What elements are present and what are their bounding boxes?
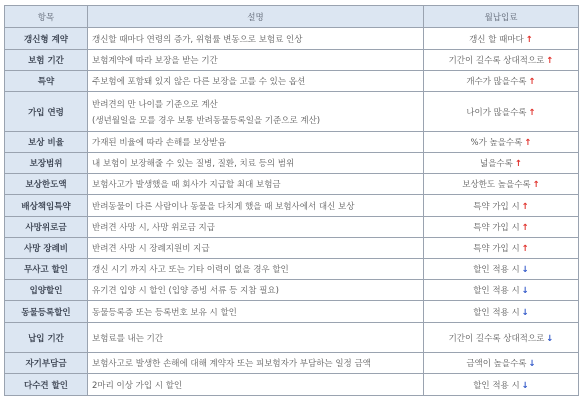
table-body (5, 28, 579, 396)
row-premium-effect: 할인 적용 시 (473, 265, 520, 275)
row-premium-cell (424, 153, 579, 174)
arrow-up-icon: ↑ (521, 223, 529, 233)
row-premium-effect: 기간이 길수록 상대적으로 (448, 56, 545, 66)
pet-insurance-factors-table (4, 5, 579, 396)
row-category: 다수견 할인 (5, 374, 88, 396)
table-row (5, 174, 579, 195)
row-premium-effect: 특약 가입 시 (473, 201, 520, 212)
row-premium-effect: %가 높을수록 (470, 138, 523, 148)
arrow-up-icon: ↑ (525, 34, 533, 45)
row-description: 유기견 입양 시 할인 (입양 증빙 서류 등 지참 필요) (92, 286, 279, 296)
table-row (5, 28, 579, 50)
table-row (5, 50, 579, 71)
row-description-cell (88, 132, 424, 153)
row-category: 무사고 할인 (5, 259, 88, 280)
row-premium-effect: 할인 적용 시 (473, 307, 520, 318)
row-category: 배상책임특약 (5, 195, 88, 217)
header-item: 항목 (5, 6, 88, 28)
arrow-down-icon: ↓ (521, 380, 529, 391)
table-row (5, 301, 579, 323)
row-premium-cell (424, 50, 579, 71)
row-description: 보험료를 내는 기간 (92, 333, 164, 344)
arrow-up-icon: ↑ (546, 56, 554, 66)
row-premium-effect: 금액이 높을수록 (466, 359, 527, 369)
row-premium-cell (424, 71, 579, 92)
row-premium-cell (424, 217, 579, 238)
row-category: 특약 (5, 71, 88, 92)
row-category: 보장범위 (5, 153, 88, 174)
arrow-up-icon: ↑ (524, 138, 532, 148)
row-description-cell (88, 50, 424, 71)
table-row (5, 153, 579, 174)
row-description: 갱신할 때마다 연령의 증가, 위험률 변동으로 보험료 인상 (92, 34, 303, 45)
row-description-cell (88, 238, 424, 259)
row-premium-cell (424, 174, 579, 195)
row-premium-cell (424, 238, 579, 259)
row-description-cell (88, 217, 424, 238)
header-monthly-premium: 월납입료 (424, 6, 579, 28)
row-description: 반려동물이 다른 사람이나 동물을 다치게 했을 때 보험사에서 대신 보상 (92, 201, 355, 212)
arrow-up-icon: ↑ (521, 244, 529, 254)
row-premium-cell (424, 280, 579, 301)
row-category: 보상 비율 (5, 132, 88, 153)
arrow-up-icon: ↑ (532, 180, 540, 190)
table-row (5, 238, 579, 259)
row-description: 보험계약에 따라 보장을 받는 기간 (92, 56, 218, 66)
row-description-cell (88, 323, 424, 353)
row-description: 동물등록증 또는 등록번호 보유 시 할인 (92, 307, 237, 318)
arrow-down-icon: ↓ (521, 307, 529, 318)
row-premium-cell (424, 353, 579, 374)
row-premium-cell (424, 323, 579, 353)
table-row (5, 217, 579, 238)
row-description: 가재된 비율에 따라 손해를 보상받음 (92, 138, 226, 148)
row-category: 갱신형 계약 (5, 28, 88, 50)
row-description-cell (88, 174, 424, 195)
table-row (5, 374, 579, 396)
row-description-cell (88, 92, 424, 132)
table-row (5, 323, 579, 353)
row-description: 갱신 시기 까지 사고 또는 기타 이력이 없을 경우 할인 (92, 265, 289, 275)
row-description: 반려견 사망 시 장례지원비 지급 (92, 244, 210, 254)
row-description: 보험사고로 발생한 손해에 대해 계약자 또는 피보험자가 부담하는 일정 금액 (92, 359, 371, 369)
table-header-row (5, 6, 579, 28)
arrow-down-icon: ↓ (546, 333, 554, 344)
row-description: 2마리 이상 가입 시 할인 (92, 380, 183, 391)
row-description-cell (88, 374, 424, 396)
row-premium-cell (424, 92, 579, 132)
arrow-down-icon: ↓ (521, 265, 529, 275)
row-premium-cell (424, 28, 579, 50)
row-premium-effect: 보상한도 높을수록 (462, 180, 531, 190)
row-premium-effect: 기간이 길수록 상대적으로 (448, 333, 545, 344)
pet-insurance-table-container (4, 5, 578, 396)
row-category: 입양할인 (5, 280, 88, 301)
row-description-cell (88, 28, 424, 50)
table-row (5, 259, 579, 280)
table-row (5, 280, 579, 301)
table-row (5, 92, 579, 132)
row-premium-effect: 특약 가입 시 (473, 223, 520, 233)
row-premium-effect: 할인 적용 시 (473, 286, 520, 296)
row-premium-effect: 개수가 많을수록 (466, 77, 527, 87)
table-row (5, 132, 579, 153)
row-premium-effect: 할인 적용 시 (473, 380, 520, 391)
arrow-up-icon: ↑ (514, 159, 522, 169)
table-row (5, 195, 579, 217)
row-description: 보험사고가 발생했을 때 회사가 지급할 최대 보험금 (92, 180, 281, 190)
row-premium-effect: 나이가 많을수록 (466, 107, 527, 118)
arrow-up-icon: ↑ (528, 107, 536, 118)
row-description-cell (88, 353, 424, 374)
row-category: 납입 기간 (5, 323, 88, 353)
table-row (5, 353, 579, 374)
row-description-cell (88, 280, 424, 301)
row-description: 반려견의 만 나이를 기준으로 계산 (92, 99, 218, 110)
header-description: 설명 (88, 6, 424, 28)
row-premium-cell (424, 301, 579, 323)
row-category: 사망위로금 (5, 217, 88, 238)
row-description-cell (88, 301, 424, 323)
row-premium-cell (424, 132, 579, 153)
row-premium-effect: 특약 가입 시 (473, 244, 520, 254)
table-row (5, 71, 579, 92)
row-premium-cell (424, 259, 579, 280)
row-category: 가입 연령 (5, 92, 88, 132)
row-description-cell (88, 259, 424, 280)
row-category: 자기부담금 (5, 353, 88, 374)
row-description-cell (88, 195, 424, 217)
row-description: 주보험에 포함돼 있지 않은 다른 보장을 고를 수 있는 옵션 (92, 77, 306, 87)
row-category: 보상한도액 (5, 174, 88, 195)
row-description-cell (88, 71, 424, 92)
row-category: 보험 기간 (5, 50, 88, 71)
arrow-down-icon: ↓ (521, 286, 529, 296)
arrow-down-icon: ↓ (528, 359, 536, 369)
row-premium-cell (424, 195, 579, 217)
row-premium-cell (424, 374, 579, 396)
arrow-up-icon: ↑ (528, 77, 536, 87)
row-category: 사망 장례비 (5, 238, 88, 259)
row-premium-effect: 넓을수록 (480, 159, 513, 169)
arrow-up-icon: ↑ (521, 201, 529, 212)
row-description: 내 보험이 보장해줄 수 있는 질병, 질환, 치료 등의 범위 (92, 159, 295, 169)
row-premium-effect: 갱신 할 때마다 (469, 34, 524, 45)
row-description-cell (88, 153, 424, 174)
row-category: 동물등록할인 (5, 301, 88, 323)
row-description: 반려견 사망 시, 사망 위로금 지급 (92, 223, 215, 233)
row-description-note: (생년월일을 모를 경우 보통 반려동물등록일을 기준으로 계산) (92, 115, 321, 126)
